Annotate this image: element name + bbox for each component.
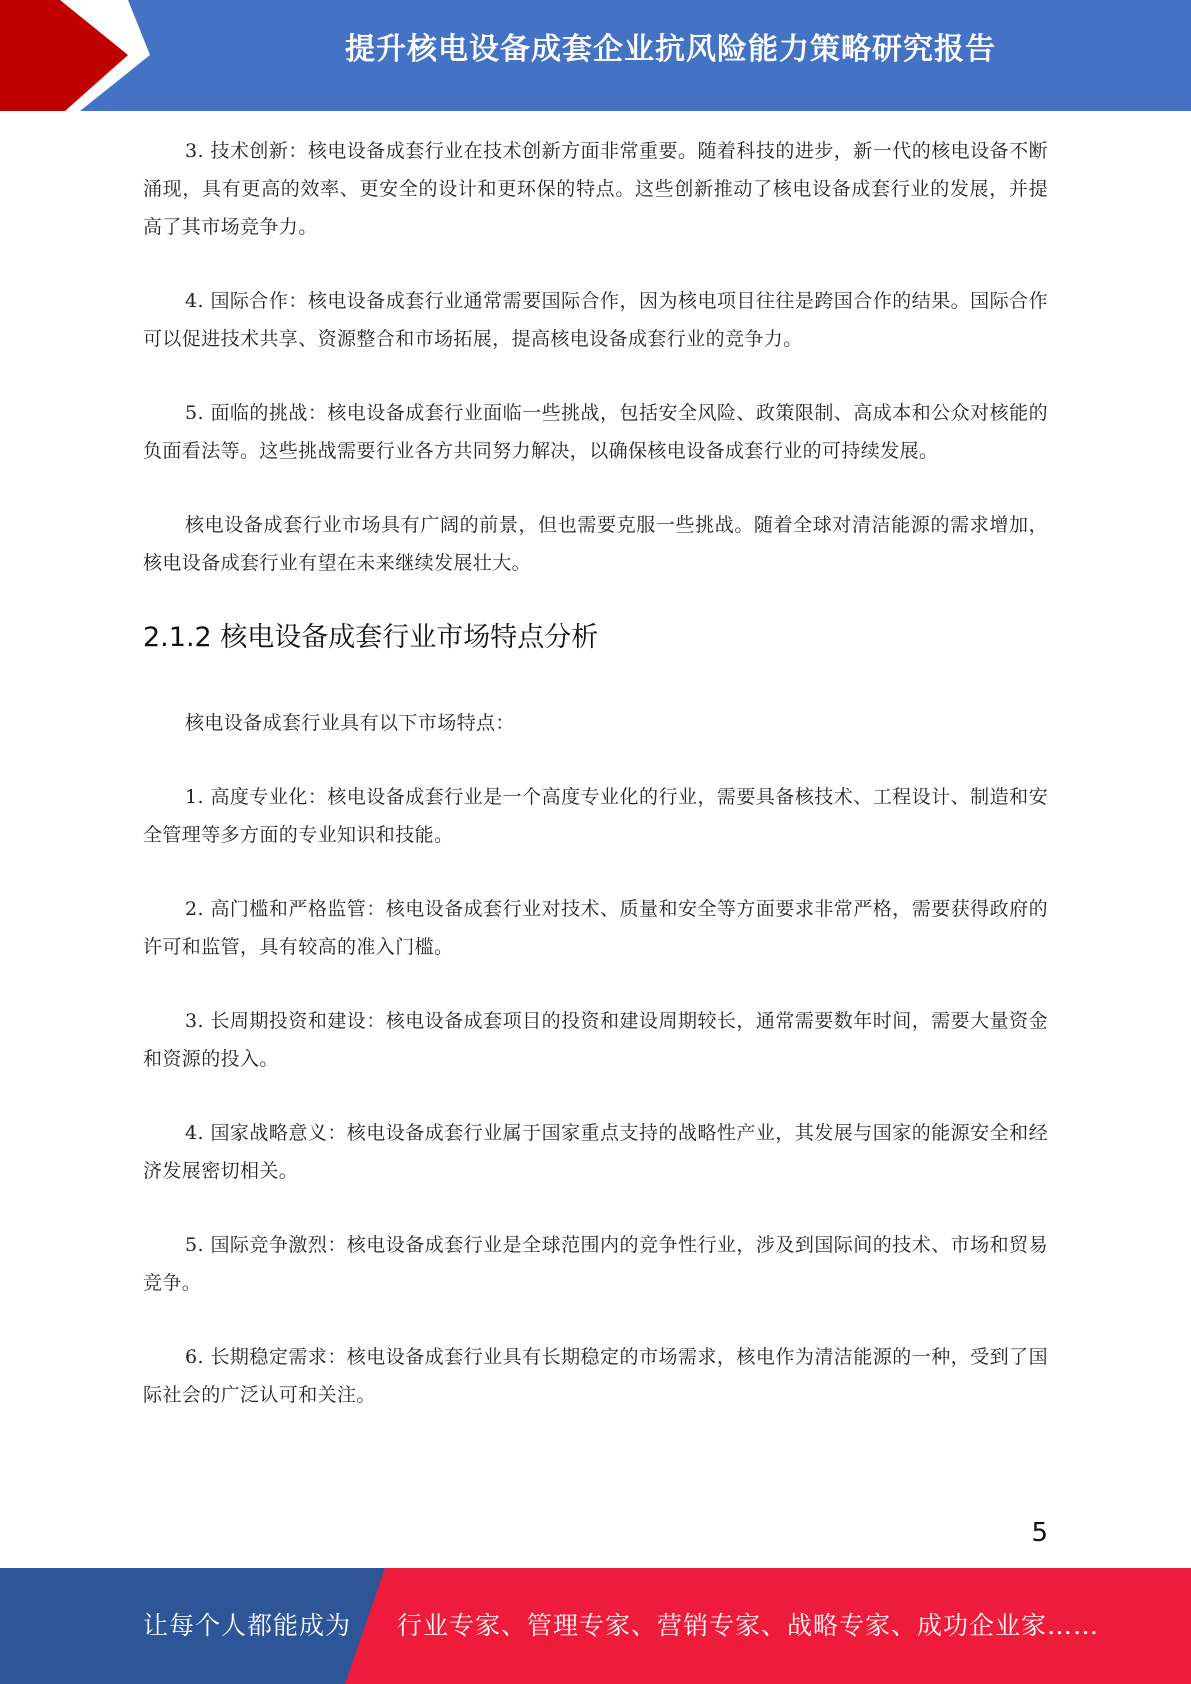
- document-body: [143, 132, 1048, 1450]
- page-header: [0, 0, 1191, 111]
- footer-slogan-left: 让每个人都能成为: [143, 1611, 352, 1640]
- paragraph-intl-cooperation: 4. 国际合作：核电设备成套行业通常需要国际合作，因为核电项目往往是跨国合作的结果。国际合作可以促进技术共享、资源整合和市场拓展，提高核电设备成套行业的竞争力。: [143, 290, 1048, 350]
- paragraph-specialization: 1. 高度专业化：核电设备成套行业是一个高度专业化的行业，需要具备核技术、工程设计、制造和安全管理等多方面的专业知识和技能。: [143, 786, 1048, 846]
- paragraph-challenges: 5. 面临的挑战：核电设备成套行业面临一些挑战，包括安全风险、政策限制、高成本和公众对核能的负面看法等。这些挑战需要行业各方共同努力解决，以确保核电设备成套行业的可持续发展。: [143, 402, 1048, 462]
- page-footer: [0, 1568, 1191, 1684]
- section-heading: 2.1.2 核电设备成套行业市场特点分析: [143, 622, 599, 653]
- paragraph-intl-competition: 5. 国际竞争激烈：核电设备成套行业是全球范围内的竞争性行业，涉及到国际间的技术、市场和贸易竞争。: [143, 1234, 1048, 1294]
- paragraph-regulation: 2. 高门槛和严格监管：核电设备成套行业对技术、质量和安全等方面要求非常严格，需要获得政府的许可和监管，具有较高的准入门槛。: [143, 898, 1048, 958]
- footer-slogan-right: 行业专家、管理专家、营销专家、战略专家、成功企业家……: [397, 1611, 1100, 1640]
- page-number: 5: [1031, 1518, 1048, 1548]
- paragraph-tech-innovation: 3. 技术创新：核电设备成套行业在技术创新方面非常重要。随着科技的进步，新一代的核电设备不断涌现，具有更高的效率、更安全的设计和更环保的特点。这些创新推动了核电设备成套行业的发展，并提高了其市场竞争力。: [143, 140, 1048, 238]
- paragraph-intro: 核电设备成套行业具有以下市场特点：: [185, 712, 515, 734]
- paragraph-stable-demand: 6. 长期稳定需求：核电设备成套行业具有长期稳定的市场需求，核电作为清洁能源的一种，受到了国际社会的广泛认可和关注。: [143, 1346, 1048, 1406]
- paragraph-summary: 核电设备成套行业市场具有广阔的前景，但也需要克服一些挑战。随着全球对清洁能源的需求增加，核电设备成套行业有望在未来继续发展壮大。: [143, 514, 1048, 574]
- paragraph-national-strategy: 4. 国家战略意义：核电设备成套行业属于国家重点支持的战略性产业，其发展与国家的能源安全和经济发展密切相关。: [143, 1122, 1048, 1182]
- paragraph-long-cycle: 3. 长周期投资和建设：核电设备成套项目的投资和建设周期较长，通常需要数年时间，需要大量资金和资源的投入。: [143, 1010, 1048, 1070]
- report-title: 提升核电设备成套企业抗风险能力策略研究报告: [345, 32, 996, 67]
